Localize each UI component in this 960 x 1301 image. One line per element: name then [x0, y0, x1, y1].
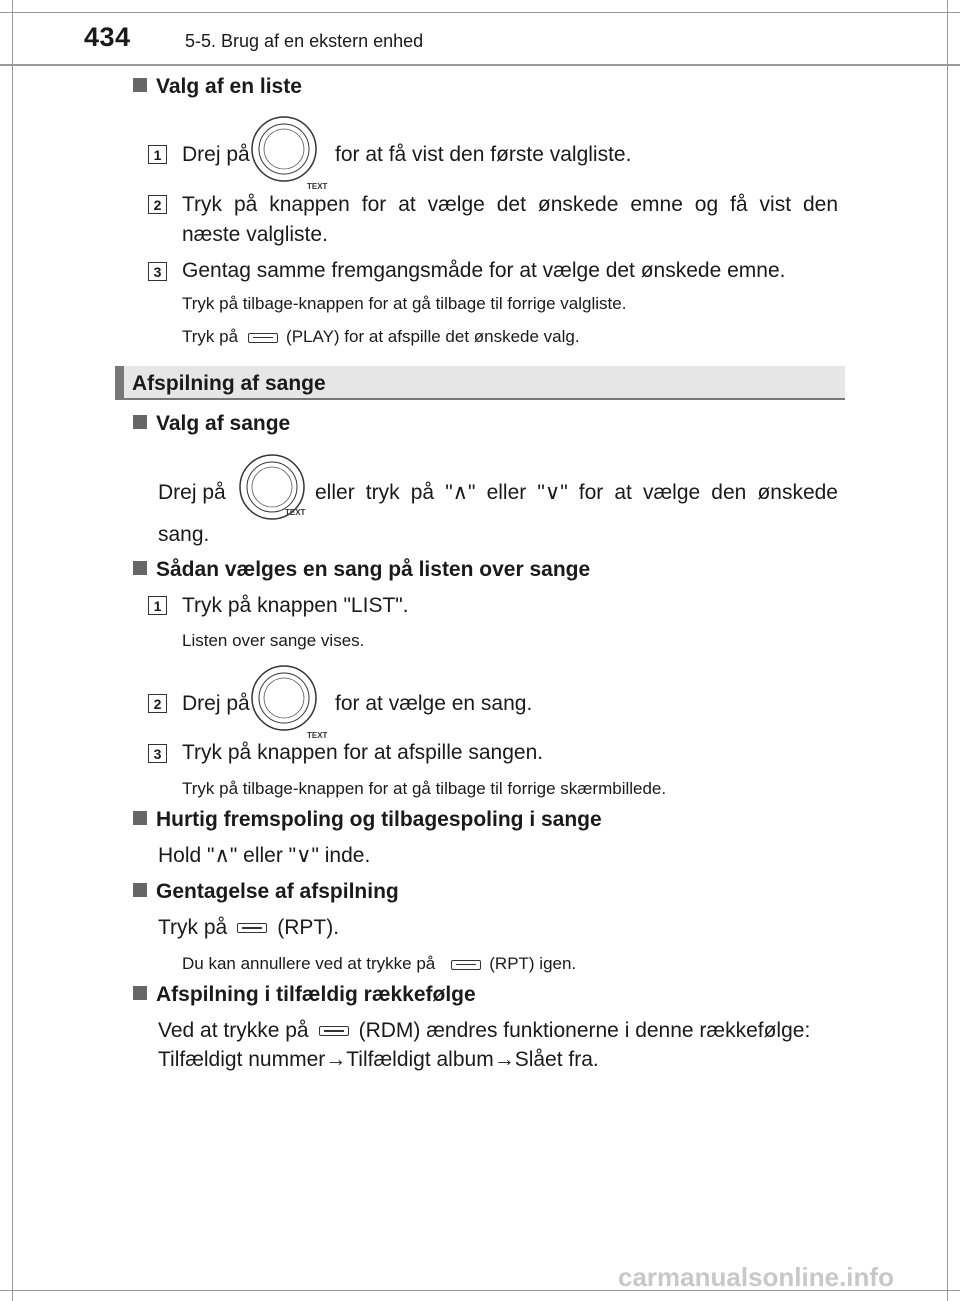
step-text: Tryk på knappen for at vælge det ønskede emne og få vist den — [182, 193, 838, 216]
body-text: Hold "∧" eller "∨" inde. — [158, 844, 371, 867]
bullet-square-icon — [133, 986, 147, 1000]
heading-vaelg-sang-fra-liste: Sådan vælges en sang på listen over sange — [133, 558, 590, 582]
watermark: carmanualsonline.info — [618, 1262, 894, 1292]
step-number: 3 — [148, 744, 167, 763]
step-number: 1 — [148, 596, 167, 615]
step-text: for at få vist den første valgliste. — [335, 143, 632, 166]
rpt-button-icon — [451, 960, 481, 970]
step-text: Tryk på knappen "LIST". — [182, 594, 409, 617]
note-text: Tryk på (PLAY) for at afspille det ønskede valg. — [182, 327, 580, 346]
note-text: Listen over sange vises. — [182, 631, 365, 650]
step-text: næste valgliste. — [182, 223, 328, 246]
tune-knob-icon — [249, 664, 328, 740]
note-text: Tryk på tilbage-knappen for at gå tilbage til forrige skærmbillede. — [182, 779, 667, 798]
crop-mark — [12, 0, 13, 1301]
step-number: 2 — [148, 694, 167, 713]
bullet-square-icon — [133, 811, 147, 825]
heading-spoling: Hurtig fremspoling og tilbagespoling i sange — [133, 808, 602, 832]
bullet-square-icon — [133, 561, 147, 575]
knob-label: TEXT — [307, 731, 328, 740]
heading-tilfaeldig: Afspilning i tilfældig rækkefølge — [133, 983, 476, 1007]
body-text: Tryk på (RPT). — [158, 916, 340, 939]
heading-gentagelse: Gentagelse af afspilning — [133, 880, 399, 904]
step-number: 2 — [148, 195, 167, 214]
rdm-button-icon — [319, 1026, 349, 1036]
body-text: Drej på — [158, 481, 226, 504]
body-text: Tilfældigt nummer→Tilfældigt album→Slået fra. — [158, 1048, 599, 1071]
step-text: for at vælge en sang. — [335, 692, 533, 715]
chapter-title: 5-5. Brug af en ekstern enhed — [185, 31, 424, 51]
step-text: Drej på — [182, 692, 250, 715]
crop-mark — [0, 12, 960, 13]
step-text: Tryk på knappen for at afspille sangen. — [182, 741, 544, 764]
page-number: 434 — [84, 22, 131, 52]
note-text: Tryk på tilbage-knappen for at gå tilbage til forrige valgliste. — [182, 294, 627, 313]
step-number: 1 — [148, 145, 167, 164]
section-title: Afspilning af sange — [132, 372, 326, 395]
heading-valg-af-sange: Valg af sange — [133, 412, 290, 436]
header-divider — [0, 64, 960, 66]
bullet-square-icon — [133, 883, 147, 897]
rpt-button-icon — [237, 923, 267, 933]
knob-label: TEXT — [307, 182, 328, 191]
tune-knob-icon — [240, 453, 316, 529]
body-text: sang. — [158, 523, 210, 546]
step-text: Gentag samme fremgangsmåde for at vælge det ønskede emne. — [182, 259, 786, 282]
bullet-square-icon — [133, 415, 147, 429]
knob-label: TEXT — [285, 508, 306, 517]
note-text: Du kan annullere ved at trykke på (RPT) igen. — [182, 954, 577, 973]
tune-knob-icon — [249, 115, 328, 191]
body-text: eller tryk på "∧" eller "∨" for at vælge den ønskede — [315, 481, 838, 504]
step-number: 3 — [148, 262, 167, 281]
section-header-tab — [115, 366, 124, 400]
bullet-square-icon — [133, 78, 147, 92]
play-button-icon — [248, 333, 278, 343]
crop-mark — [947, 0, 948, 1301]
body-text: Ved at trykke på (RDM) ændres funktionerne i denne rækkefølge: — [158, 1019, 811, 1042]
heading-valg-af-en-liste: Valg af en liste — [133, 75, 302, 99]
step-text: Drej på — [182, 143, 250, 166]
